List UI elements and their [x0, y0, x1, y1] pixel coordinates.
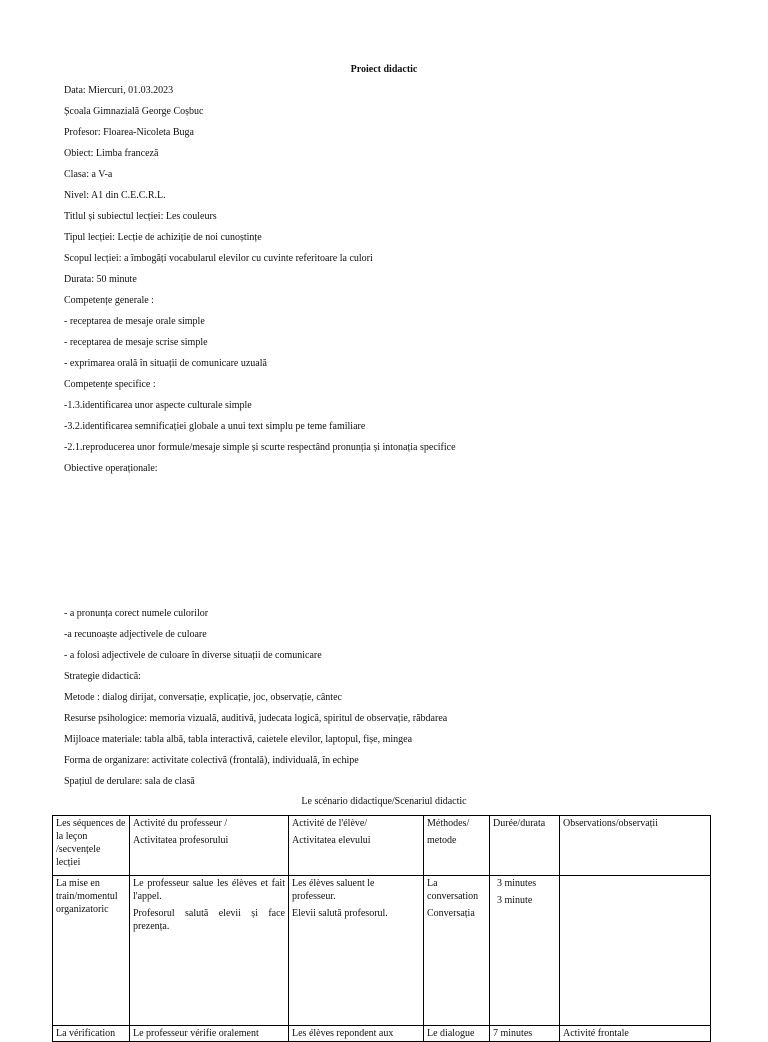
cell-teacher-activity: Le professeur vérifie oralement	[130, 1026, 289, 1042]
cell-text: Les élèves saluent le professeur.	[292, 878, 375, 902]
cell-duration: 7 minutes	[490, 1026, 560, 1042]
header-teacher-activity	[130, 816, 289, 876]
methods-line: Metode : dialog dirijat, conversație, explicație, joc, observație, cântec	[64, 692, 342, 703]
table-row	[53, 1026, 711, 1042]
lesson-title-line: Titlul și subiectul lecției: Les couleurs	[64, 211, 217, 222]
lesson-aim-line: Scopul lecției: a îmbogăți vocabularul elevilor cu cuvinte referitoare la culori	[64, 253, 373, 264]
cell-duration	[490, 876, 560, 1026]
table-caption: Le scénario didactique/Scenariul didactic	[301, 796, 467, 807]
header-text: Les séquences de la leçon /secvențele lecției	[56, 818, 126, 868]
general-competence-item: - exprimarea orală în situații de comunicare uzuală	[64, 358, 267, 369]
psych-resources-line: Resurse psihologice: memoria vizuală, auditivă, judecata logică, spiritul de observație, răbdarea	[64, 713, 448, 724]
objective-item: - a pronunța corect numele culorilor	[64, 608, 209, 619]
header-text: Activitatea profesorului	[133, 835, 229, 846]
cell-observations	[560, 876, 711, 1026]
header-text: Observations/observații	[563, 818, 658, 829]
cell-text: Profesorul salută elevii și face prezența.	[133, 908, 285, 932]
lesson-type-line: Tipul lecției: Lecție de achiziție de noi cunoștințe	[64, 232, 262, 243]
specific-competence-item: -2.1.reproducerea unor formule/mesaje simple și scurte respectând pronunția și intonația specifice	[64, 442, 456, 453]
header-student-activity	[289, 816, 424, 876]
table-header-row	[53, 816, 711, 876]
objective-item: -a recunoaște adjectivele de culoare	[64, 629, 207, 640]
scenario-table	[52, 815, 711, 1042]
general-competence-item: - receptarea de mesaje orale simple	[64, 316, 205, 327]
specific-competence-item: -1.3.identificarea unor aspecte culturale simple	[64, 400, 252, 411]
objective-item: - a folosi adjectivele de culoare în diverse situații de comunicare	[64, 650, 322, 661]
class-line: Clasa: a V-a	[64, 169, 113, 180]
cell-methods: Le dialogue	[424, 1026, 490, 1042]
cell-observations: Activité frontale	[560, 1026, 711, 1042]
subject-line: Obiect: Limba franceză	[64, 148, 159, 159]
header-observations	[560, 816, 711, 876]
date-line: Data: Miercuri, 01.03.2023	[64, 85, 174, 96]
cell-text: Le professeur salue les élèves et fait l'appel.	[133, 878, 285, 902]
document-title: Proiect didactic	[350, 64, 418, 75]
header-methods	[424, 816, 490, 876]
cell-text: 3 minutes	[497, 878, 537, 889]
header-text: metode	[427, 835, 457, 846]
header-text: Méthodes/	[427, 818, 470, 829]
school-line: Școala Gimnazială George Coșbuc	[64, 106, 204, 117]
header-text: Activité du professeur /	[133, 818, 228, 829]
cell-sequence: La vérification	[53, 1026, 130, 1042]
cell-sequence	[53, 876, 130, 1026]
table-row	[53, 876, 711, 1026]
cell-teacher-activity	[130, 876, 289, 1026]
general-competence-item: - receptarea de mesaje scrise simple	[64, 337, 208, 348]
header-text: Durée/durata	[493, 818, 546, 829]
cell-student-activity	[289, 876, 424, 1026]
general-competences-heading: Competențe generale :	[64, 295, 154, 306]
header-duration	[490, 816, 560, 876]
strategy-heading: Strategie didactică:	[64, 671, 141, 682]
teacher-line: Profesor: Floarea-Nicoleta Buga	[64, 127, 194, 138]
organization-line: Forma de organizare: activitate colectivă (frontală), individuală, în echipe	[64, 755, 359, 766]
header-text: Activité de l'élève/	[292, 818, 368, 829]
level-line: Nivel: A1 din C.E.C.R.L.	[64, 190, 166, 201]
cell-text: Elevii salută profesorul.	[292, 908, 388, 919]
cell-text: Conversația	[427, 908, 475, 919]
specific-competences-heading: Competențe specifice :	[64, 379, 156, 390]
cell-student-activity: Les élèves repondent aux	[289, 1026, 424, 1042]
cell-text: La mise en train/momentul organizatoric	[56, 878, 118, 915]
header-sequences	[53, 816, 130, 876]
objectives-heading: Obiective operaționale:	[64, 463, 158, 474]
space-line: Spațiul de derulare: sala de clasă	[64, 776, 195, 787]
materials-line: Mijloace materiale: tabla albă, tabla interactivă, caietele elevilor, laptopul, fișe, mingea	[64, 734, 413, 745]
header-text: Activitatea elevului	[292, 835, 371, 846]
cell-text: 3 minute	[497, 895, 533, 906]
specific-competence-item: -3.2.identificarea semnificației globale a unui text simplu pe teme familiare	[64, 421, 366, 432]
duration-line: Durata: 50 minute	[64, 274, 137, 285]
cell-methods	[424, 876, 490, 1026]
cell-text: La conversation	[427, 878, 479, 902]
